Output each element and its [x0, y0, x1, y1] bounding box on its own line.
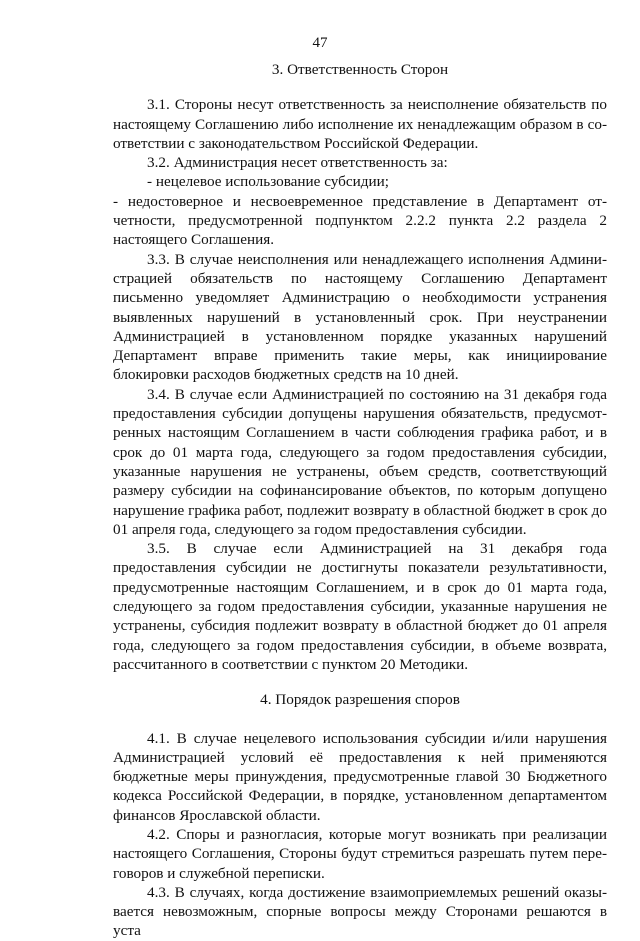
section-heading-disputes: 4. Порядок разрешения споров [260, 691, 460, 709]
document-body [113, 60, 607, 941]
paragraph-4-3: 4.3. В случаях, когда достижение взаимоприемлемых решений оказывается невозможным, спорные вопросы между Сторонами решаются в уста [113, 883, 607, 940]
paragraph-3-5: 3.5. В случае если Администрацией на 31 декабря года предоставления субсидии не достигнуты показатели результативности, предусмотренные настоящим Соглашением, и в срок до 01 марта года, следующего за годом предоставления субсидии, указанные нарушения не устранены, субсидия подлежит возврату в областной бюджет до 01 апреля года, следующего за годом предоставления субсидии, в объеме возврата, рассчитанного в соответствии с пунктом 20 Методики. [113, 540, 607, 673]
list-item-misuse: - нецелевое использование субсидии; [147, 173, 389, 191]
paragraph-4-1: 4.1. В случае нецелевого использования субсидии и/или нарушения Администрацией условий её предоставления к ней применяются бюджетные меры принуждения, предусмотренные главой 30 Бюджетного кодекса Российской Федерации, в порядке, установленном департаментом финансов Ярославской области. [113, 729, 607, 824]
paragraph-4-2: 4.2. Споры и разногласия, которые могут возникать при реализации настоящего Соглашения, Стороны будут стремиться разрешать путем переговоров и служебной переписки. [113, 825, 607, 882]
paragraph-3-2: 3.2. Администрация несет ответственность за: [147, 154, 448, 172]
section-heading-responsibility: 3. Ответственность Сторон [271, 61, 449, 78]
paragraph-3-3: 3.3. В случае неисполнения или ненадлежащего исполнения Администрацией обязательств по настоящему Соглашению Департамент письменно уведомляет Администрацию о необходимости устранения выявленных нарушений в установленный срок. При неустранении Администрацией в установленном порядке указанных нарушений Департамент вправе применить такие меры, как инициирование блокировки расходов бюджетных средств на 10 дней. [113, 250, 607, 384]
paragraph-3-1: 3.1. Стороны несут ответственность за неисполнение обязательств по настоящему Соглашению либо исполнение их ненадлежащим образом в соответствии с законодательством Российской Федерации. [113, 96, 607, 152]
page-number: 47 [312, 35, 328, 51]
paragraph-3-4: 3.4. В случае если Администрацией по состоянию на 31 декабря года предоставления субсидии допущены нарушения обязательств, предусмотренных настоящим Соглашением в части соблюдения графика работ, и в срок до 01 марта года, следующего за годом предоставления субсидии, указанные нарушения не устранены, объем средств, соответствующий размеру субсидии на софинансирование объектов, по которым допущено нарушение графика работ, подлежит возврату в областной бюджет в срок до 01 апреля года, следующего за годом предоставления субсидии. [113, 385, 607, 538]
list-item-reporting: - недостоверное и несвоевременное представление в Департамент отчетности, предусмотренной подпунктом 2.2.2 пункта 2.2 раздела 2 настоящего Соглашения. [113, 192, 607, 249]
